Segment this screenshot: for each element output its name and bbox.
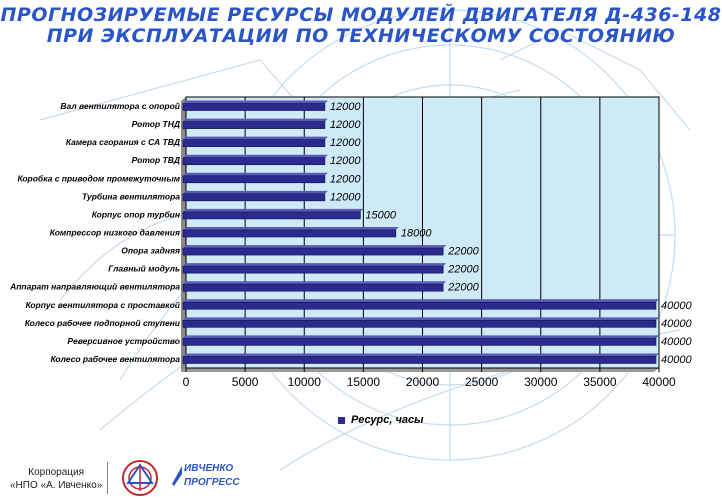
- category-label: Аппарат направляющий вентилятора: [10, 281, 180, 292]
- bar: [183, 176, 325, 183]
- category-label: Главный модуль: [108, 263, 180, 274]
- bar: [183, 284, 443, 291]
- logo-text-line-2: ПРОГРЕСС: [184, 477, 240, 488]
- corporation-line-1: Корпорация: [28, 467, 85, 478]
- category-label: Компрессор низкого давления: [49, 227, 180, 238]
- bar-top-face: [183, 245, 446, 248]
- chart-title-line-1: ПРОГНОЗИРУЕМЫЕ РЕСУРСЫ МОДУЛЕЙ ДВИГАТЕЛЯ Д-436-148: [0, 4, 722, 26]
- x-tick-label: 5000: [231, 375, 259, 389]
- bar-top-face: [183, 299, 659, 302]
- bar: [183, 104, 325, 111]
- category-label: Корпус вентилятора с проставкой: [25, 299, 180, 310]
- category-label: Корпус опор турбин: [91, 209, 180, 220]
- bar-top-face: [183, 173, 328, 176]
- category-label: Ротор ТВД: [131, 155, 180, 166]
- chart-title-line-2: ПРИ ЭКСПЛУАТАЦИИ ПО ТЕХНИЧЕСКОМУ СОСТОЯНИЮ: [46, 25, 676, 47]
- bar: [183, 320, 656, 327]
- x-tick-label: 35000: [583, 375, 617, 389]
- bar-top-face: [183, 281, 446, 284]
- bar-top-face: [183, 209, 363, 212]
- bar-value-label: 22000: [448, 245, 479, 258]
- bar: [183, 266, 443, 273]
- bar-top-face: [183, 227, 399, 230]
- bar-value-label: 12000: [329, 119, 361, 132]
- x-tick-label: 20000: [405, 375, 440, 389]
- bar-value-label: 12000: [329, 101, 361, 114]
- bar-top-face: [183, 353, 659, 356]
- bar-top-face: [183, 101, 328, 104]
- ivchenko-progress-logo: [170, 462, 240, 490]
- bar-top-face: [183, 119, 328, 122]
- bar-top-face: [183, 155, 328, 158]
- bar: [183, 158, 325, 165]
- legend: [338, 414, 424, 426]
- plot-floor: [181, 368, 659, 372]
- x-tick-label: 25000: [464, 375, 499, 389]
- bar-value-label: 12000: [329, 137, 361, 150]
- category-label: Колесо рабочее вентилятора: [50, 353, 180, 364]
- corporation-name: [10, 466, 102, 492]
- corporation-line-2: «НПО «А. Ивченко»: [10, 480, 103, 491]
- x-tick-label: 30000: [524, 375, 558, 389]
- category-label: Опора задняя: [121, 245, 180, 256]
- bar-value-label: 40000: [661, 317, 692, 330]
- bar-top-face: [183, 263, 446, 266]
- category-label: Турбина вентилятора: [82, 191, 180, 202]
- ivchenko-logo-icon: [170, 464, 184, 488]
- category-label: Вал вентилятора с опорой: [60, 101, 180, 112]
- x-tick-label: 15000: [346, 375, 381, 389]
- category-label: Коробка с приводом промежуточным: [17, 173, 180, 184]
- bar-value-label: 40000: [661, 299, 692, 312]
- bar: [183, 302, 656, 309]
- bar: [183, 356, 656, 363]
- logo-text-line-1: ИВЧЕНКО: [184, 463, 234, 474]
- corporation-logo-icon: [120, 459, 160, 497]
- bar-top-face: [183, 317, 659, 320]
- legend-label: Ресурс, часы: [351, 414, 424, 426]
- bar-value-label: 18000: [400, 227, 432, 240]
- x-tick-label: 40000: [642, 375, 676, 389]
- category-label: Реверсивное устройство: [67, 335, 180, 346]
- bar-top-face: [183, 137, 328, 140]
- bar-value-label: 40000: [661, 353, 692, 366]
- bar-value-label: 12000: [329, 191, 361, 204]
- bar-value-label: 15000: [365, 209, 396, 222]
- legend-swatch: [338, 417, 345, 424]
- bar: [183, 230, 396, 237]
- bar: [183, 140, 325, 147]
- bar: [183, 194, 325, 201]
- bar: [183, 212, 360, 219]
- category-label: Ротор ТНД: [131, 119, 180, 130]
- category-label: Колесо рабочее подпорной ступени: [24, 317, 180, 328]
- category-label: Камера сгорания с СА ТВД: [65, 137, 180, 148]
- bar: [183, 338, 656, 345]
- bar-value-label: 40000: [661, 335, 692, 348]
- footer-divider: [107, 462, 108, 494]
- bar-value-label: 22000: [448, 281, 479, 294]
- bar: [183, 122, 325, 129]
- bar-value-label: 12000: [329, 155, 361, 168]
- x-tick-label: 0: [182, 375, 190, 389]
- bar-value-label: 22000: [448, 263, 479, 276]
- bar-top-face: [183, 335, 659, 338]
- bar-value-label: 12000: [329, 173, 361, 186]
- bar: [183, 248, 443, 255]
- x-tick-label: 10000: [287, 375, 321, 389]
- bar-top-face: [183, 191, 328, 194]
